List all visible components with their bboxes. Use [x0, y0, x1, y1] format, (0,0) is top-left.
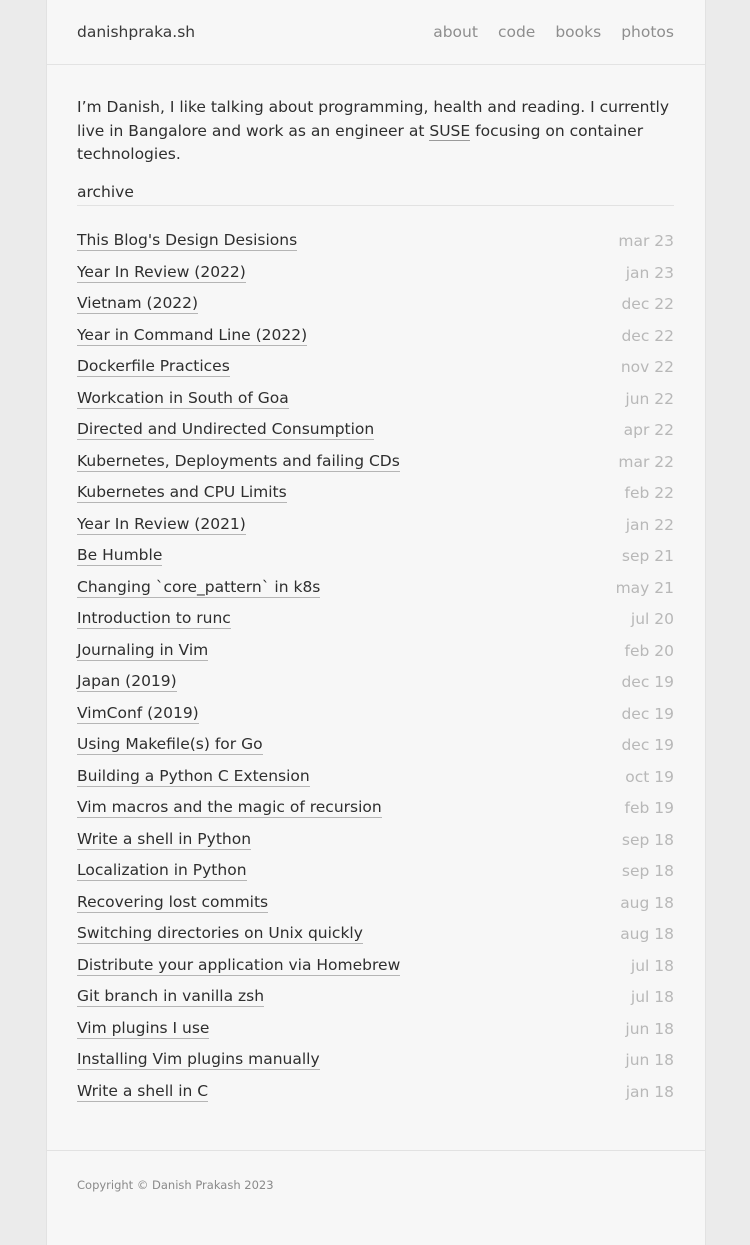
post-list-item — [77, 289, 674, 321]
post-date: dec 19 — [621, 736, 674, 755]
post-list-item — [77, 320, 674, 352]
post-list — [77, 226, 674, 1108]
nav-photos-link[interactable]: photos — [621, 23, 674, 41]
post-title-link[interactable]: Directed and Undirected Consumption — [77, 420, 375, 439]
intro-text-after: focusing on container technologies. — [77, 121, 644, 163]
post-date: jan 18 — [625, 1082, 674, 1101]
post-title-link[interactable]: Japan (2019) — [77, 672, 177, 691]
post-title-link[interactable]: Year in Command Line (2022) — [77, 325, 308, 344]
post-date: feb 20 — [624, 641, 674, 660]
post-date: jan 23 — [625, 263, 674, 282]
post-list-item — [77, 698, 674, 730]
post-list-item — [77, 509, 674, 541]
post-date: dec 22 — [621, 295, 674, 314]
suse-link[interactable]: SUSE — [429, 121, 471, 140]
post-title-link[interactable]: Be Humble — [77, 546, 163, 565]
post-date: aug 18 — [620, 893, 674, 912]
post-date: oct 19 — [625, 767, 674, 786]
post-list-item — [77, 1045, 674, 1077]
post-date: sep 18 — [621, 862, 674, 881]
post-list-item — [77, 887, 674, 919]
post-list-item — [77, 604, 674, 636]
post-list-item — [77, 950, 674, 982]
post-list-item — [77, 856, 674, 888]
site-footer — [47, 1150, 705, 1192]
nav-code-link[interactable]: code — [497, 23, 536, 41]
copyright-text: Copyright © Danish Prakash 2023 — [77, 1178, 274, 1192]
post-title-link[interactable]: VimConf (2019) — [77, 703, 199, 722]
site-header — [47, 0, 705, 65]
archive-heading: archive — [77, 183, 674, 206]
site-title-link[interactable]: danishpraka.sh — [77, 23, 196, 41]
post-list-item — [77, 226, 674, 258]
post-date: apr 22 — [623, 421, 674, 440]
post-date: mar 23 — [618, 232, 674, 251]
post-title-link[interactable]: Git branch in vanilla zsh — [77, 987, 265, 1006]
post-list-item — [77, 478, 674, 510]
post-date: feb 22 — [624, 484, 674, 503]
post-list-item — [77, 415, 674, 447]
post-date: nov 22 — [620, 358, 674, 377]
nav-books-link[interactable]: books — [555, 23, 602, 41]
post-title-link[interactable]: Using Makefile(s) for Go — [77, 735, 263, 754]
post-date: jul 18 — [630, 956, 674, 975]
post-title-link[interactable]: Year In Review (2022) — [77, 262, 246, 281]
post-title-link[interactable]: Journaling in Vim — [77, 640, 209, 659]
post-date: jun 22 — [625, 389, 674, 408]
post-date: sep 18 — [621, 830, 674, 849]
post-title-link[interactable]: Kubernetes and CPU Limits — [77, 483, 287, 502]
post-list-item — [77, 352, 674, 384]
post-list-item — [77, 824, 674, 856]
post-title-link[interactable]: Changing `core_pattern` in k8s — [77, 577, 321, 596]
post-list-item — [77, 541, 674, 573]
post-title-link[interactable]: Recovering lost commits — [77, 892, 269, 911]
post-title-link[interactable]: This Blog's Design Desisions — [77, 231, 298, 250]
post-list-item — [77, 982, 674, 1014]
post-title-link[interactable]: Write a shell in Python — [77, 829, 252, 848]
post-date: jun 18 — [625, 1051, 674, 1070]
post-title-link[interactable]: Vim macros and the magic of recursion — [77, 798, 382, 817]
post-date: feb 19 — [624, 799, 674, 818]
post-list-item — [77, 383, 674, 415]
post-date: mar 22 — [618, 452, 674, 471]
post-date: sep 21 — [621, 547, 674, 566]
main-content — [47, 96, 705, 1108]
post-title-link[interactable]: Workcation in South of Goa — [77, 388, 289, 407]
intro-paragraph — [77, 96, 674, 167]
post-list-item — [77, 572, 674, 604]
post-date: jul 20 — [630, 610, 674, 629]
post-list-item — [77, 1013, 674, 1045]
post-title-link[interactable]: Switching directories on Unix quickly — [77, 924, 363, 943]
post-date: jun 18 — [625, 1019, 674, 1038]
post-list-item — [77, 667, 674, 699]
post-date: may 21 — [615, 578, 674, 597]
post-title-link[interactable]: Kubernetes, Deployments and failing CDs — [77, 451, 400, 470]
post-list-item — [77, 793, 674, 825]
nav-about-link[interactable]: about — [433, 23, 478, 41]
post-date: jan 22 — [625, 515, 674, 534]
post-list-item — [77, 635, 674, 667]
post-title-link[interactable]: Dockerfile Practices — [77, 357, 230, 376]
intro-text-before: I’m Danish, I like talking about programming, health and reading. I currently live in Bangalore and work as an engineer at — [77, 98, 670, 140]
post-date: jul 18 — [630, 988, 674, 1007]
post-title-link[interactable]: Year In Review (2021) — [77, 514, 246, 533]
post-list-item — [77, 919, 674, 951]
page-container — [46, 0, 706, 1245]
post-list-item — [77, 257, 674, 289]
post-list-item — [77, 446, 674, 478]
post-title-link[interactable]: Building a Python C Extension — [77, 766, 310, 785]
post-title-link[interactable]: Introduction to runc — [77, 609, 231, 628]
post-date: dec 22 — [621, 326, 674, 345]
post-title-link[interactable]: Installing Vim plugins manually — [77, 1050, 320, 1069]
main-nav — [433, 23, 674, 41]
post-title-link[interactable]: Vim plugins I use — [77, 1018, 210, 1037]
post-list-item — [77, 1076, 674, 1108]
post-date: dec 19 — [621, 673, 674, 692]
post-title-link[interactable]: Distribute your application via Homebrew — [77, 955, 401, 974]
post-list-item — [77, 730, 674, 762]
post-date: aug 18 — [620, 925, 674, 944]
post-title-link[interactable]: Localization in Python — [77, 861, 247, 880]
post-date: dec 19 — [621, 704, 674, 723]
post-title-link[interactable]: Write a shell in C — [77, 1081, 209, 1100]
post-list-item — [77, 761, 674, 793]
post-title-link[interactable]: Vietnam (2022) — [77, 294, 199, 313]
